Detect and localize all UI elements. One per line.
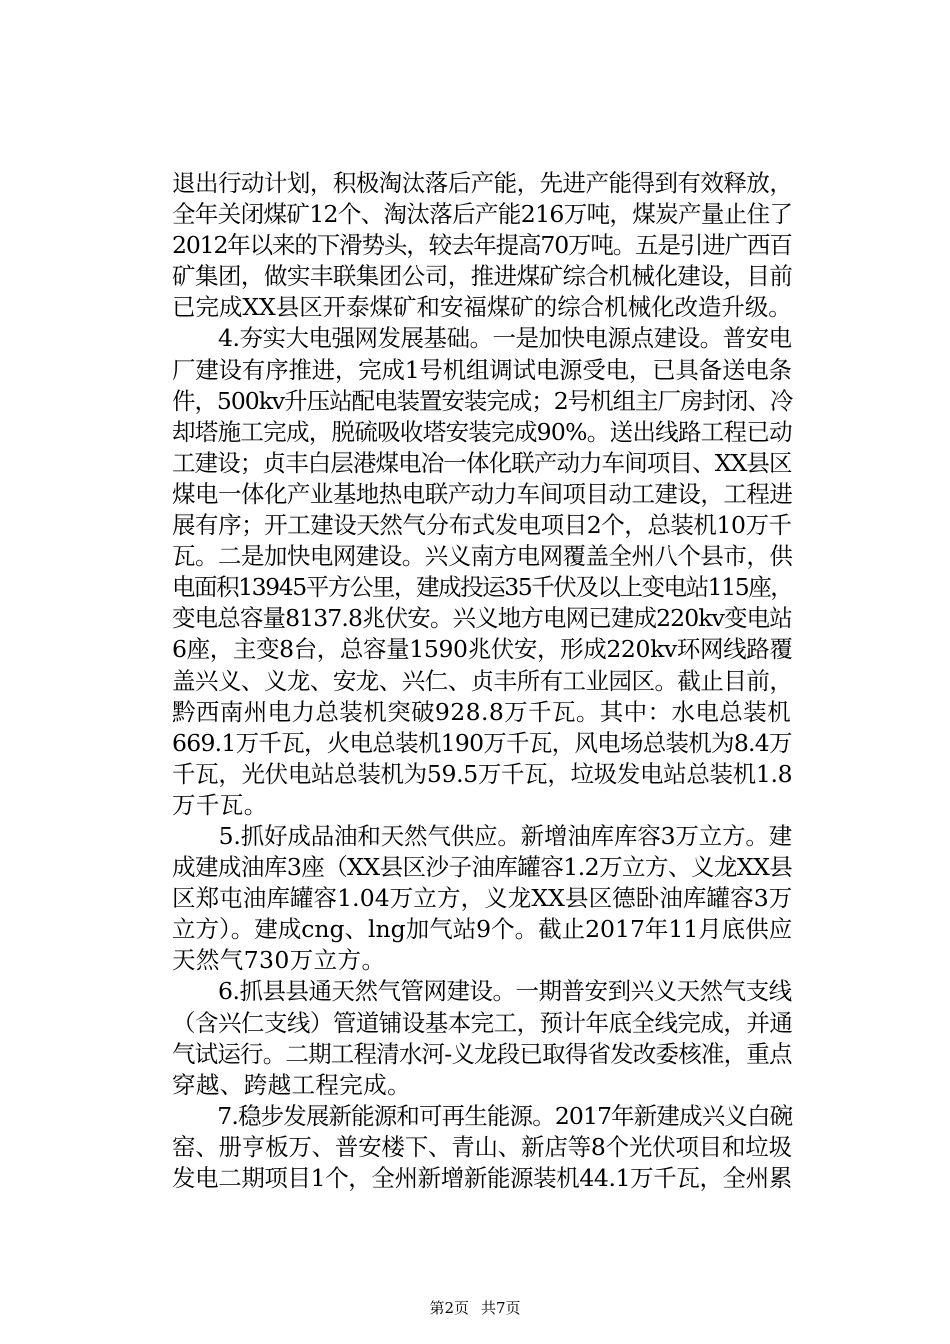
text-line: 7.稳步发展新能源和可再生能源。2017年新建成兴义白碗 <box>172 1101 793 1130</box>
text-line: 却塔施工完成，脱硫吸收塔安装完成90%。送出线路工程已动 <box>172 417 792 446</box>
text-line: 区郑屯油库罐容1.04万立方，义龙XX县区德卧油库罐容3万 <box>172 884 793 913</box>
text-line: 盖兴义、义龙、安龙、兴仁、贞丰所有工业园区。截止目前， <box>172 666 793 695</box>
text-line: 件，500kv升压站配电装置安装完成；2号机组主厂房封闭、冷 <box>172 386 793 415</box>
text-line: 天然气730万立方。 <box>172 946 386 975</box>
page-total: 共7页 <box>481 1299 521 1317</box>
text-line: 窑、册亨板万、普安楼下、青山、新店等8个光伏项目和垃圾 <box>172 1132 792 1161</box>
text-line: 瓦。二是加快电网建设。兴义南方电网覆盖全州八个县市，供 <box>172 542 793 571</box>
text-line: 穿越、跨越工程完成。 <box>172 1070 411 1099</box>
text-line: 黔西南州电力总装机突破928.8万千瓦。其中：水电总装机 <box>172 697 791 726</box>
page-number: 第2页 <box>429 1299 469 1317</box>
text-line: 厂建设有序推进，完成1号机组调试电源受电，已具备送电条 <box>172 355 792 384</box>
text-line: 6座，主变8台，总容量1590兆伏安，形成220kv环网线路覆 <box>172 635 793 664</box>
text-line: 5.抓好成品油和天然气供应。新增油库库容3万立方。建 <box>172 821 793 850</box>
text-line: 全年关闭煤矿12个、淘汰落后产能216万吨，煤炭产量止住了 <box>172 200 793 229</box>
text-line: 千瓦，光伏电站总装机为59.5万千瓦，垃圾发电站总装机1.8 <box>172 759 793 788</box>
text-line: 气试运行。二期工程清水河-义龙段已取得省发改委核准，重点 <box>172 1039 792 1068</box>
text-line: 2012年以来的下滑势头，较去年提高70万吨。五是引进广西百 <box>172 231 792 260</box>
page-footer <box>0 1298 950 1318</box>
body-text <box>172 168 792 1194</box>
text-line: 立方）。建成cng、lng加气站9个。截止2017年11月底供应 <box>172 915 793 944</box>
text-line: 煤电一体化产业基地热电联产动力车间项目动工建设，工程进 <box>172 479 793 508</box>
text-line: 矿集团，做实丰联集团公司，推进煤矿综合机械化建设，目前 <box>172 262 793 291</box>
text-line: （含兴仁支线）管道铺设基本完工，预计年底全线完成，并通 <box>172 1008 793 1037</box>
text-line: 成建成油库3座（XX县区沙子油库罐容1.2万立方、义龙XX县 <box>172 853 793 882</box>
text-line: 4.夯实大电强网发展基础。一是加快电源点建设。普安电 <box>172 324 792 353</box>
text-line: 退出行动计划，积极淘汰落后产能，先进产能得到有效释放， <box>172 169 793 197</box>
text-line: 展有序；开工建设天然气分布式发电项目2个，总装机10万千 <box>172 511 792 540</box>
text-line: 电面积13945平方公里，建成投运35千伏及以上变电站115座， <box>172 573 793 602</box>
text-line: 669.1万千瓦，火电总装机190万千瓦，风电场总装机为8.4万 <box>172 728 792 757</box>
text-line: 变电总容量8137.8兆伏安。兴义地方电网已建成220kv变电站 <box>172 604 792 633</box>
text-line: 已完成XX县区开泰煤矿和安福煤矿的综合机械化改造升级。 <box>172 293 792 322</box>
text-line: 万千瓦。 <box>172 790 268 819</box>
text-line: 工建设；贞丰白层港煤电冶一体化联产动力车间项目、XX县区 <box>172 448 792 477</box>
text-line: 6.抓县县通天然气管网建设。一期普安到兴义天然气支线 <box>172 977 792 1006</box>
text-line: 发电二期项目1个，全州新增新能源装机44.1万千瓦，全州累 <box>172 1164 792 1192</box>
